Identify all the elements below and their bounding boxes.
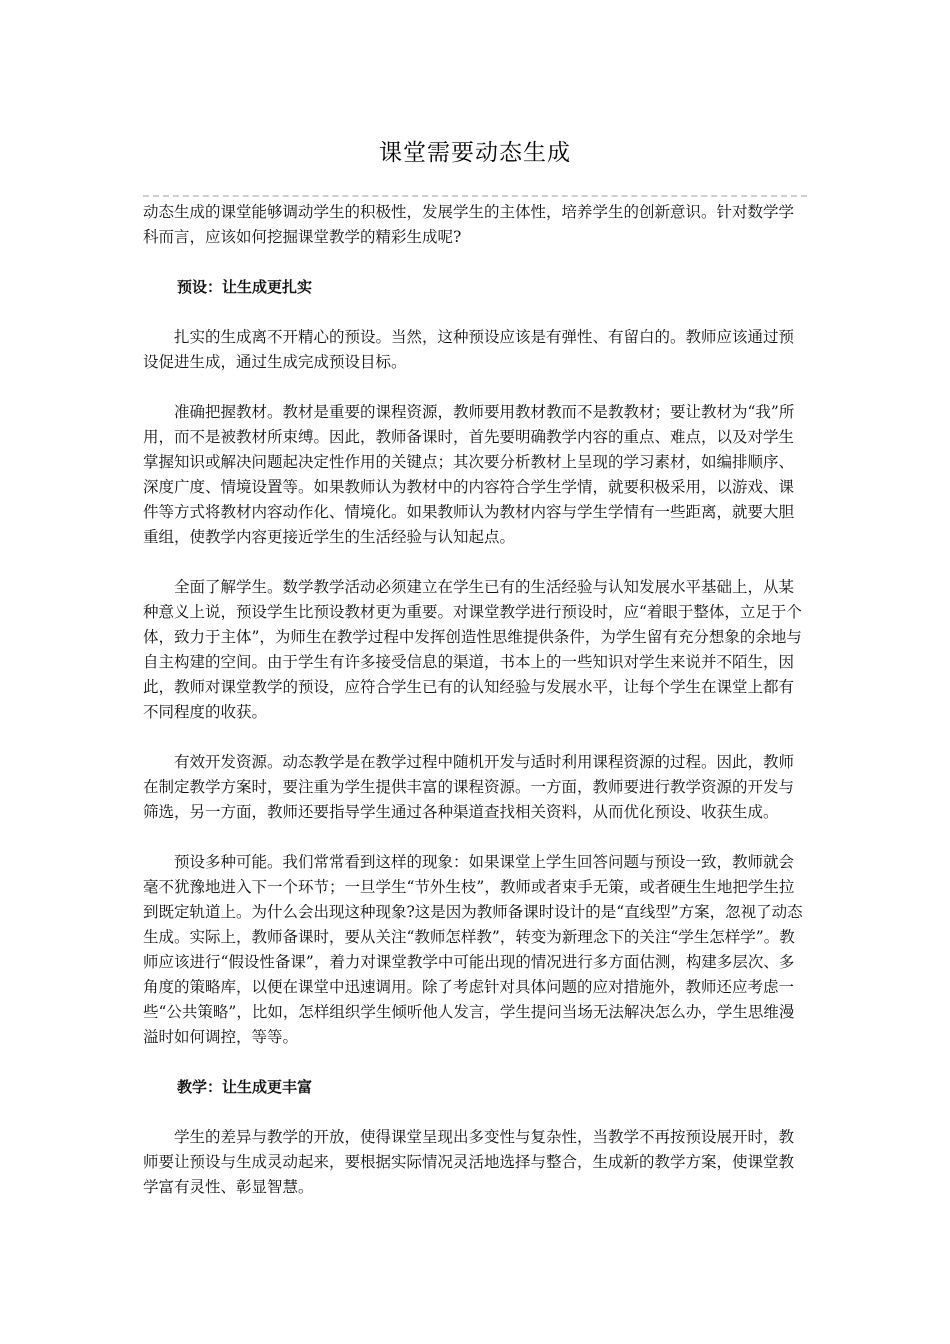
paragraph-5: 预设多种可能。我们常常看到这样的现象：如果课堂上学生回答问题与预设一致，教师就会毫不犹豫地进入下一个环节；一旦学生“节外生枝”，教师或者束手无策，或者硬生生地把学生拉到既定轨道上。为什么会出现这种现象?这是因为教师备课时设计的是“直线型”方案，忽视了动态生成。实际上，教师备课时，要从关注“教师怎样教”，转变为新理念下的关注“学生怎样学”。教师应该进行“假设性备课”，着力对课堂教学中可能出现的情况进行多方面估测，构建多层次、多角度的策略库，以便在课堂中迅速调用。除了考虑针对具体问题的应对措施外，教师还应考虑一些“公共策略”，比如，怎样组织学生倾听他人发言，学生提问当场无法解决怎么办，学生思维漫溢时如何调控，等等。 [143,853,803,1046]
paragraph-3: 全面了解学生。数学教学活动必须建立在学生已有的生活经验与认知发展水平基础上，从某种意义上说，预设学生比预设教材更为重要。对课堂教学进行预设时，应“着眼于整体，立足于个体，致力于主体”，为师生在教学过程中发挥创造性思维提供条件，为学生留有充分想象的余地与自主构建的空间。由于学生有许多接受信息的渠道，书本上的一些知识对学生来说并不陌生，因此，教师对课堂教学的预设，应符合学生已有的认知经验与发展水平，让每个学生在课堂上都有不同程度的收获。 [143,578,802,721]
document-body [143,200,807,1200]
intro-paragraph: 动态生成的课堂能够调动学生的积极性，发展学生的主体性，培养学生的创新意识。针对数学学科而言，应该如何挖掘课堂教学的精彩生成呢? [143,203,795,246]
section-heading-teaching: 教学：让生成更丰富 [177,1078,313,1096]
section-heading-preset: 预设：让生成更扎实 [177,278,313,296]
document-title: 课堂需要动态生成 [379,140,571,166]
paragraph-6: 学生的差异与教学的开放，使得课堂呈现出多变性与复杂性，当教学不再按预设展开时，教师要让预设与生成灵动起来，要根据实际情况灵活地选择与整合，生成新的教学方案，使课堂教学富有灵性、彰显智慧。 [143,1128,795,1196]
paragraph-1: 扎实的生成离不开精心的预设。当然，这种预设应该是有弹性、有留白的。教师应该通过预设促进生成，通过生成完成预设目标。 [143,328,795,371]
title-divider [143,195,807,197]
paragraph-2: 准确把握教材。教材是重要的课程资源，教师要用教材教而不是教教材；要让教材为“我”所用，而不是被教材所束缚。因此，教师备课时，首先要明确教学内容的重点、难点，以及对学生掌握知识或解决问题起决定性作用的关键点；其次要分析教材上呈现的学习素材，如编排顺序、深度广度、情境设置等。如果教师认为教材中的内容符合学生学情，就要积极采用，以游戏、课件等方式将教材内容动作化、情境化。如果教师认为教材内容与学生学情有一些距离，就要大胆重组，使教学内容更接近学生的生活经验与认知起点。 [143,403,795,546]
paragraph-4: 有效开发资源。动态教学是在教学过程中随机开发与适时利用课程资源的过程。因此，教师在制定教学方案时，要注重为学生提供丰富的课程资源。一方面，教师要进行教学资源的开发与筛选，另一方面，教师还要指导学生通过各种渠道查找相关资料，从而优化预设、收获生成。 [143,753,795,821]
